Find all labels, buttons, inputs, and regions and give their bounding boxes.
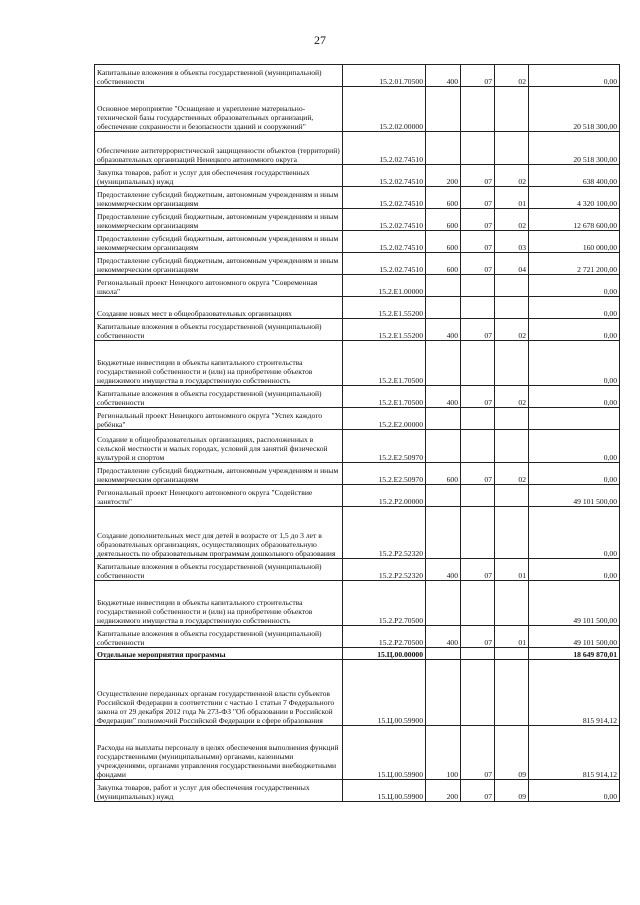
row-code-cell: 15.2.02.00000 [343,87,426,132]
row-sum-cell: 0,00 [529,341,620,386]
row-pr-cell [495,275,529,297]
row-pr-cell: 01 [495,626,529,648]
row-pr-cell: 01 [495,559,529,581]
table-row [95,297,620,319]
row-code-cell: 15.2.P2.52320 [343,559,426,581]
row-code-cell: 15.2.02.74510 [343,132,426,165]
row-vr-cell: 600 [426,463,461,485]
row-pr-cell [495,648,529,660]
row-name-cell: Капитальные вложения в объекты государственной (муниципальной) собственности [95,65,343,87]
row-name-cell: Создание дополнительных мест для детей в возрасте от 1,5 до 3 лет в образовательных организациях, осуществляющих образовательную деятельность по образовательным программам дошкольного образования [95,507,343,559]
row-vr-cell [426,485,461,507]
row-rz-cell [461,648,495,660]
row-sum-cell: 18 649 870,01 [529,648,620,660]
row-sum-cell: 0,00 [529,297,620,319]
row-rz-cell: 07 [461,626,495,648]
row-sum-cell: 0,00 [529,319,620,341]
row-rz-cell [461,581,495,626]
row-code-cell: 15.2.02.74510 [343,209,426,231]
row-sum-cell: 0,00 [529,275,620,297]
row-sum-cell: 0,00 [529,65,620,87]
row-rz-cell: 07 [461,165,495,187]
row-rz-cell: 07 [461,65,495,87]
row-vr-cell [426,648,461,660]
table-row [95,319,620,341]
row-rz-cell: 07 [461,253,495,275]
row-sum-cell: 0,00 [529,430,620,463]
row-pr-cell: 02 [495,165,529,187]
table-row [95,626,620,648]
table-row [95,485,620,507]
row-code-cell: 15.Ц.00.59900 [343,780,426,802]
row-vr-cell [426,430,461,463]
row-rz-cell [461,408,495,430]
row-sum-cell: 160 000,00 [529,231,620,253]
table-row [95,463,620,485]
row-rz-cell [461,87,495,132]
row-vr-cell [426,660,461,726]
row-name-cell: Региональный проект Ненецкого автономного округа "Содействие занятости" [95,485,343,507]
row-vr-cell: 400 [426,559,461,581]
row-pr-cell: 02 [495,463,529,485]
row-vr-cell: 600 [426,209,461,231]
row-rz-cell: 07 [461,386,495,408]
row-name-cell: Создание в общеобразовательных организациях, расположенных в сельской местности и малых городах, условий для занятий физической культурой и спортом [95,430,343,463]
row-name-cell: Бюджетные инвестиции в объекты капитального строительства государственной собственности и (или) на приобретение объектов недвижимого имущества в государственную собственность [95,581,343,626]
row-sum-cell: 4 320 100,00 [529,187,620,209]
row-sum-cell: 49 101 500,00 [529,485,620,507]
row-code-cell: 15.2.E1.70500 [343,341,426,386]
row-rz-cell [461,275,495,297]
row-pr-cell [495,485,529,507]
row-sum-cell: 815 914,12 [529,726,620,780]
row-vr-cell: 200 [426,780,461,802]
row-rz-cell: 07 [461,231,495,253]
row-vr-cell [426,507,461,559]
row-sum-cell: 0,00 [529,463,620,485]
row-code-cell: 15.2.01.70500 [343,65,426,87]
row-name-cell: Капитальные вложения в объекты государственной (муниципальной) собственности [95,626,343,648]
row-name-cell: Закупка товаров, работ и услуг для обеспечения государственных (муниципальных) нужд [95,165,343,187]
row-code-cell: 15.2.02.74510 [343,165,426,187]
row-pr-cell: 03 [495,231,529,253]
row-pr-cell: 02 [495,65,529,87]
page-number: 27 [314,33,326,47]
table-row [95,507,620,559]
row-code-cell: 15.2.02.74510 [343,187,426,209]
row-rz-cell: 07 [461,463,495,485]
row-code-cell: 15.2.P2.70500 [343,626,426,648]
table-row [95,386,620,408]
row-name-cell: Капитальные вложения в объекты государственной (муниципальной) собственности [95,559,343,581]
row-code-cell: 15.2.E2.50970 [343,430,426,463]
row-sum-cell: 12 678 600,00 [529,209,620,231]
table-row [95,780,620,802]
row-name-cell: Капитальные вложения в объекты государственной (муниципальной) собственности [95,319,343,341]
row-name-cell: Капитальные вложения в объекты государственной (муниципальной) собственности [95,386,343,408]
row-name-cell: Отдельные мероприятия программы [95,648,343,660]
row-sum-cell: 49 101 500,00 [529,626,620,648]
row-pr-cell: 09 [495,780,529,802]
row-code-cell: 15.2.E1.55200 [343,319,426,341]
row-name-cell: Осуществление переданных органам государственной власти субъектов Российской Федерации в соответствии с частью 1 статьи 7 Федерального закона от 29 декабря 2012 года № 273-ФЗ "Об образовании в Российской Федерации" полномочий Российской Федерации в сфере образования [95,660,343,726]
table-row [95,253,620,275]
row-vr-cell: 600 [426,253,461,275]
row-sum-cell: 20 518 300,00 [529,132,620,165]
row-sum-cell: 0,00 [529,559,620,581]
row-code-cell: 15.Ц.00.59900 [343,726,426,780]
row-sum-cell: 2 721 200,00 [529,253,620,275]
row-rz-cell [461,660,495,726]
table-row [95,275,620,297]
table-row [95,430,620,463]
row-name-cell: Предоставление субсидий бюджетным, автономным учреждениям и иным некоммерческим организациям [95,187,343,209]
row-name-cell: Закупка товаров, работ и услуг для обеспечения государственных (муниципальных) нужд [95,780,343,802]
row-vr-cell [426,581,461,626]
row-vr-cell: 600 [426,231,461,253]
row-name-cell: Предоставление субсидий бюджетным, автономным учреждениям и иным некоммерческим организациям [95,209,343,231]
row-pr-cell [495,660,529,726]
row-vr-cell: 400 [426,319,461,341]
table-row [95,660,620,726]
row-sum-cell: 0,00 [529,386,620,408]
row-name-cell: Региональный проект Ненецкого автономного округа "Современная школа" [95,275,343,297]
row-code-cell: 15.2.02.74510 [343,253,426,275]
row-rz-cell: 07 [461,780,495,802]
row-pr-cell: 04 [495,253,529,275]
row-vr-cell: 400 [426,386,461,408]
row-code-cell: 15.Ц.00.59900 [343,660,426,726]
row-pr-cell [495,87,529,132]
row-pr-cell: 02 [495,319,529,341]
row-sum-cell: 0,00 [529,507,620,559]
row-pr-cell [495,341,529,386]
row-vr-cell [426,341,461,386]
row-code-cell: 15.2.E1.55200 [343,297,426,319]
row-vr-cell: 400 [426,626,461,648]
row-vr-cell: 600 [426,187,461,209]
row-vr-cell [426,408,461,430]
row-sum-cell: 638 400,00 [529,165,620,187]
row-code-cell: 15.Ц.00.00000 [343,648,426,660]
row-pr-cell [495,297,529,319]
row-sum-cell: 0,00 [529,780,620,802]
row-name-cell: Расходы на выплаты персоналу в целях обеспечения выполнения функций государственными (муниципальными) органами, казенными учреждениями, органами управления государственными внебюджетными фондами [95,726,343,780]
row-sum-cell: 49 101 500,00 [529,581,620,626]
row-rz-cell [461,341,495,386]
row-vr-cell [426,297,461,319]
row-rz-cell: 07 [461,559,495,581]
row-rz-cell: 07 [461,726,495,780]
row-code-cell: 15.2.P2.52320 [343,507,426,559]
row-sum-cell [529,408,620,430]
row-rz-cell [461,507,495,559]
row-rz-cell [461,132,495,165]
table-row [95,648,620,660]
row-sum-cell: 20 518 300,00 [529,87,620,132]
row-pr-cell [495,132,529,165]
row-vr-cell [426,87,461,132]
row-pr-cell: 01 [495,187,529,209]
table-row [95,581,620,626]
table-row [95,132,620,165]
table-row [95,209,620,231]
row-pr-cell [495,507,529,559]
budget-table [94,64,620,802]
row-name-cell: Основное мероприятие "Оснащение и укрепление материально-технической базы государственных образовательных организаций, обеспечение сохранности и безопасности зданий и сооружений" [95,87,343,132]
row-sum-cell: 815 914,12 [529,660,620,726]
row-vr-cell: 100 [426,726,461,780]
table-row [95,341,620,386]
row-rz-cell [461,430,495,463]
row-vr-cell [426,132,461,165]
row-code-cell: 15.2.P2.70500 [343,581,426,626]
row-pr-cell [495,408,529,430]
row-rz-cell [461,297,495,319]
row-pr-cell: 02 [495,386,529,408]
row-name-cell: Региональный проект Ненецкого автономного округа "Успех каждого ребёнка" [95,408,343,430]
row-name-cell: Предоставление субсидий бюджетным, автономным учреждениям и иным некоммерческим организациям [95,253,343,275]
row-rz-cell: 07 [461,187,495,209]
table-row [95,165,620,187]
row-rz-cell: 07 [461,209,495,231]
row-name-cell: Обеспечение антитеррористической защищенности объектов (территорий) образовательных организаций Ненецкого автономного округа [95,132,343,165]
row-name-cell: Предоставление субсидий бюджетным, автономным учреждениям и иным некоммерческим организациям [95,463,343,485]
row-code-cell: 15.2.E1.00000 [343,275,426,297]
row-pr-cell: 02 [495,209,529,231]
table-row [95,231,620,253]
table-row [95,87,620,132]
table-row [95,559,620,581]
row-pr-cell: 09 [495,726,529,780]
row-rz-cell: 07 [461,319,495,341]
row-pr-cell [495,581,529,626]
table-row [95,726,620,780]
row-name-cell: Бюджетные инвестиции в объекты капитального строительства государственной собственности и (или) на приобретение объектов недвижимого имущества в государственную собственность [95,341,343,386]
row-vr-cell [426,275,461,297]
row-name-cell: Предоставление субсидий бюджетным, автономным учреждениям и иным некоммерческим организациям [95,231,343,253]
row-code-cell: 15.2.P2.00000 [343,485,426,507]
row-rz-cell [461,485,495,507]
row-vr-cell: 200 [426,165,461,187]
table-row [95,408,620,430]
row-code-cell: 15.2.02.74510 [343,231,426,253]
row-name-cell: Создание новых мест в общеобразовательных организациях [95,297,343,319]
row-code-cell: 15.2.E2.50970 [343,463,426,485]
row-code-cell: 15.2.E2.00000 [343,408,426,430]
row-pr-cell [495,430,529,463]
row-code-cell: 15.2.E1.70500 [343,386,426,408]
table-row [95,187,620,209]
row-vr-cell: 400 [426,65,461,87]
table-row [95,65,620,87]
